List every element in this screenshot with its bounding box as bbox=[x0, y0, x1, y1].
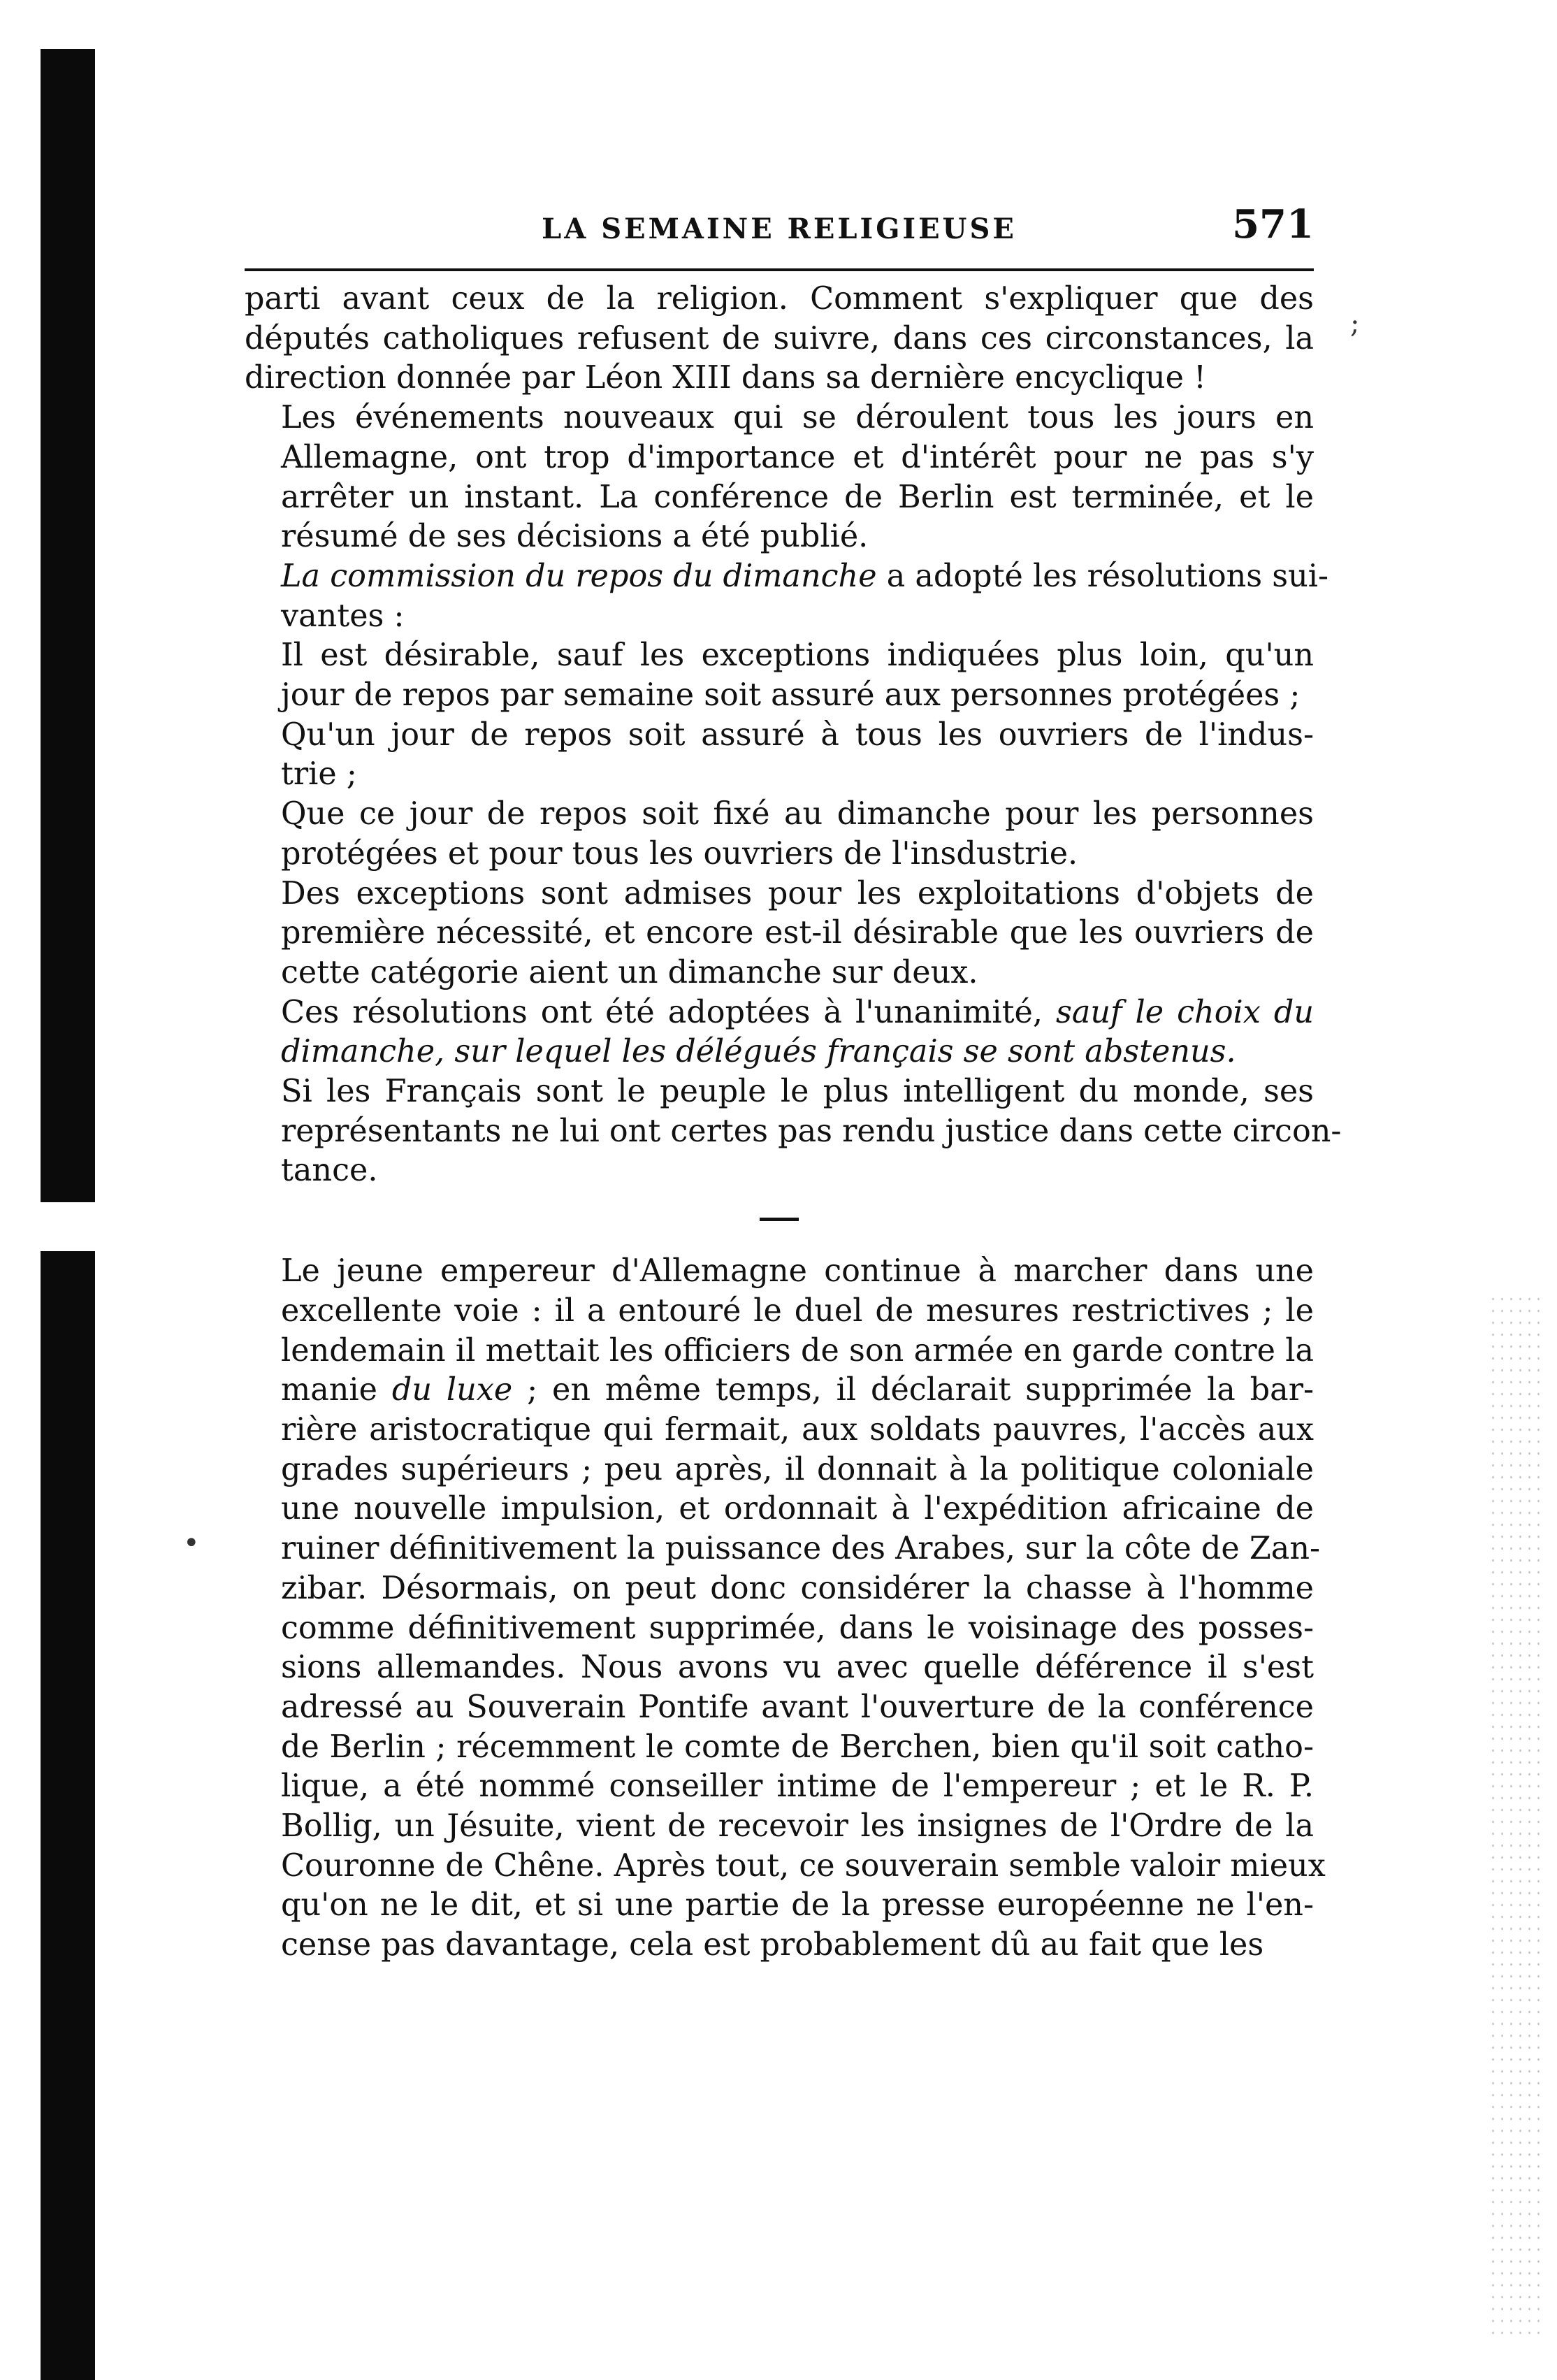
paragraph bbox=[245, 557, 1329, 636]
text-line: vantes : bbox=[281, 598, 405, 634]
text-line: cense pas davantage, cela est probablement dû au fait que les bbox=[281, 1927, 1264, 1963]
text-line: sions allemandes. Nous avons vu avec quelle déférence il s'est bbox=[281, 1650, 1314, 1686]
margin-bullet-mark: • bbox=[183, 1527, 200, 1559]
text-line: cette catégorie aient un dimanche sur deux. bbox=[281, 954, 978, 990]
text-line: qu'on ne le dit, et si une partie de la presse européenne ne l'en- bbox=[281, 1887, 1314, 1924]
text-line: trie ; bbox=[281, 756, 357, 793]
paragraph bbox=[245, 398, 1314, 557]
text-line: manie du luxe ; en même temps, il déclarait supprimée la bar- bbox=[281, 1372, 1315, 1408]
text-line: représentants ne lui ont certes pas rendu justice dans cette circon- bbox=[281, 1113, 1342, 1149]
text-line: Si les Français sont le peuple le plus intelligent du monde, ses bbox=[281, 1074, 1314, 1110]
text-line: protégées et pour tous les ouvriers de l'insdustrie. bbox=[281, 835, 1078, 872]
page-header bbox=[245, 197, 1314, 253]
text-line: de Berlin ; récemment le comte de Berchen, bien qu'il soit catho- bbox=[281, 1729, 1314, 1765]
margin-mark: ; bbox=[1350, 308, 1360, 340]
text-line: députés catholiques refusent de suivre, dans ces circonstances, la bbox=[245, 320, 1314, 356]
text-line: Ces résolutions ont été adoptées à l'unanimité, sauf le choix du bbox=[281, 994, 1314, 1030]
text-line: dimanche, sur lequel les délégués français se sont abstenus. bbox=[281, 1034, 1236, 1070]
paragraph bbox=[245, 636, 1314, 715]
text-line: Allemagne, ont trop d'importance et d'intérêt pour ne pas s'y bbox=[281, 439, 1314, 475]
text-line: arrêter un instant. La conférence de Berlin est terminée, et le bbox=[281, 479, 1314, 515]
section-separator-dash bbox=[760, 1218, 799, 1221]
text-line: jour de repos par semaine soit assuré aux personnes protégées ; bbox=[281, 677, 1301, 714]
text-line: Que ce jour de repos soit fixé au dimanche pour les personnes bbox=[281, 796, 1314, 832]
paragraph bbox=[245, 280, 1314, 398]
text-section-before-dash bbox=[245, 280, 1342, 1191]
running-title: LA SEMAINE RELIGIEUSE bbox=[542, 212, 1017, 245]
page-edge-speckle bbox=[1489, 1293, 1544, 2342]
text-line: grades supérieurs ; peu après, il donnait à la politique coloniale bbox=[281, 1451, 1314, 1487]
text-line: tance. bbox=[281, 1153, 378, 1189]
text-line: zibar. Désormais, on peut donc considérer la chasse à l'homme bbox=[281, 1570, 1314, 1606]
text-line: ruiner définitivement la puissance des Arabes, sur la côte de Zan- bbox=[281, 1531, 1321, 1567]
text-line: adressé au Souverain Pontife avant l'ouverture de la conférence bbox=[281, 1689, 1314, 1725]
text-line: résumé de ses décisions a été publié. bbox=[281, 519, 869, 555]
text-line: Couronne de Chêne. Après tout, ce souverain semble valoir mieux bbox=[281, 1847, 1326, 1884]
paragraph bbox=[245, 1252, 1326, 1966]
text-line: rière aristocratique qui fermait, aux soldats pauvres, l'accès aux bbox=[281, 1411, 1314, 1448]
text-line: Bollig, un Jésuite, vient de recevoir les insignes de l'Ordre de la bbox=[281, 1808, 1314, 1845]
text-section-after-dash bbox=[245, 1252, 1326, 1966]
text-line: première nécessité, et encore est-il désirable que les ouvriers de bbox=[281, 915, 1314, 951]
text-line: Les événements nouveaux qui se déroulent tous les jours en bbox=[281, 400, 1314, 436]
text-line: comme définitivement supprimée, dans le voisinage des posses- bbox=[281, 1610, 1314, 1646]
text-line: lique, a été nommé conseiller intime de l'empereur ; et le R. P. bbox=[281, 1768, 1314, 1805]
paragraph bbox=[245, 795, 1314, 874]
text-line: Des exceptions sont admises pour les exploitations d'objets de bbox=[281, 875, 1314, 911]
text-line: lendemain il mettait les officiers de son armée en garde contre la bbox=[281, 1332, 1314, 1369]
text-line: direction donnée par Léon XIII dans sa dernière encyclique ! bbox=[245, 360, 1207, 396]
page-number: 571 bbox=[1232, 201, 1314, 247]
paragraph bbox=[245, 716, 1314, 795]
text-line: Qu'un jour de repos soit assuré à tous les ouvriers de l'indus- bbox=[281, 716, 1314, 753]
text-line: Il est désirable, sauf les exceptions indiquées plus loin, qu'un bbox=[281, 637, 1314, 674]
text-line: Le jeune empereur d'Allemagne continue à marcher dans une bbox=[281, 1253, 1314, 1290]
header-rule bbox=[245, 268, 1314, 271]
page-body bbox=[245, 280, 1342, 1966]
text-line: excellente voie : il a entouré le duel de mesures restrictives ; le bbox=[281, 1292, 1314, 1329]
text-line: une nouvelle impulsion, et ordonnait à l'expédition africaine de bbox=[281, 1491, 1314, 1527]
spine-gap bbox=[41, 1202, 95, 1251]
paragraph bbox=[245, 874, 1314, 993]
paragraph bbox=[245, 1072, 1342, 1191]
text-line: La commission du repos du dimanche a adopté les résolutions sui- bbox=[281, 558, 1329, 594]
paragraph bbox=[245, 993, 1314, 1072]
text-line: parti avant ceux de la religion. Comment s'expliquer que des bbox=[245, 281, 1314, 317]
